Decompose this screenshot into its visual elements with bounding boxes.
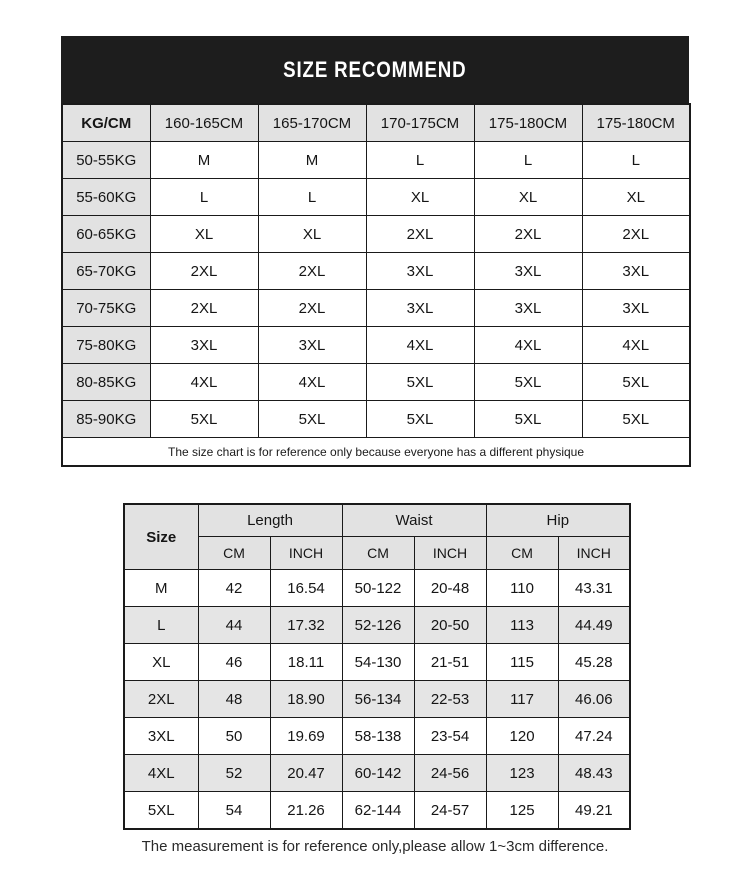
size-cell: XL — [150, 216, 258, 253]
measure-cell: 45.28 — [558, 644, 630, 681]
size-cell: 2XL — [150, 253, 258, 290]
height-header: 160-165CM — [150, 104, 258, 142]
size-cell: 2XL — [366, 216, 474, 253]
measure-row — [124, 644, 630, 681]
size-column-header: Size — [124, 504, 198, 570]
size-recommend-title: SIZE RECOMMEND — [283, 56, 467, 82]
size-table-header-row — [62, 104, 690, 142]
size-cell: 4XL — [258, 364, 366, 401]
measure-cell: 21-51 — [414, 644, 486, 681]
measure-cell: 16.54 — [270, 570, 342, 607]
size-table-row — [62, 327, 690, 364]
measure-cell: 54-130 — [342, 644, 414, 681]
hip-group-header: Hip — [486, 504, 630, 537]
measure-row — [124, 607, 630, 644]
measure-cell: 43.31 — [558, 570, 630, 607]
measure-cell: 20-48 — [414, 570, 486, 607]
unit-header: CM — [198, 537, 270, 570]
size-cell: M — [150, 142, 258, 179]
size-table-row — [62, 401, 690, 438]
measure-row — [124, 681, 630, 718]
size-label: M — [124, 570, 198, 607]
measure-cell: 48.43 — [558, 755, 630, 792]
measure-cell: 56-134 — [342, 681, 414, 718]
measure-cell: 20-50 — [414, 607, 486, 644]
measure-cell: 18.11 — [270, 644, 342, 681]
size-cell: 4XL — [582, 327, 690, 364]
measure-cell: 44 — [198, 607, 270, 644]
size-table-row — [62, 253, 690, 290]
measure-cell: 42 — [198, 570, 270, 607]
size-table-row — [62, 179, 690, 216]
measure-cell: 44.49 — [558, 607, 630, 644]
measure-cell: 52 — [198, 755, 270, 792]
measure-cell: 60-142 — [342, 755, 414, 792]
size-table-row — [62, 216, 690, 253]
size-cell: 2XL — [258, 253, 366, 290]
measure-row — [124, 570, 630, 607]
size-recommend-table — [61, 103, 691, 467]
size-cell: XL — [474, 179, 582, 216]
size-cell: 5XL — [582, 401, 690, 438]
size-cell: 4XL — [366, 327, 474, 364]
size-cell: 3XL — [366, 290, 474, 327]
size-cell: XL — [582, 179, 690, 216]
size-cell: 5XL — [366, 364, 474, 401]
size-cell: L — [366, 142, 474, 179]
measure-row — [124, 755, 630, 792]
size-cell: 5XL — [582, 364, 690, 401]
measure-cell: 19.69 — [270, 718, 342, 755]
measure-cell: 62-144 — [342, 792, 414, 830]
length-group-header: Length — [198, 504, 342, 537]
weight-label: 75-80KG — [62, 327, 150, 364]
size-label: 3XL — [124, 718, 198, 755]
size-label: L — [124, 607, 198, 644]
size-label: 2XL — [124, 681, 198, 718]
measure-cell: 120 — [486, 718, 558, 755]
height-header: 175-180CM — [474, 104, 582, 142]
size-label: 5XL — [124, 792, 198, 830]
size-cell: 3XL — [258, 327, 366, 364]
size-recommend-title-bar — [61, 36, 689, 103]
unit-header: INCH — [270, 537, 342, 570]
size-cell: 2XL — [258, 290, 366, 327]
size-cell: L — [150, 179, 258, 216]
measure-cell: 49.21 — [558, 792, 630, 830]
size-cell: XL — [258, 216, 366, 253]
size-table-note: The size chart is for reference only because everyone has a different physique — [62, 438, 690, 467]
measure-cell: 46 — [198, 644, 270, 681]
measure-cell: 24-57 — [414, 792, 486, 830]
measure-group-header-row — [124, 504, 630, 537]
size-cell: 4XL — [150, 364, 258, 401]
unit-header: CM — [342, 537, 414, 570]
weight-label: 60-65KG — [62, 216, 150, 253]
measure-cell: 115 — [486, 644, 558, 681]
height-header: 175-180CM — [582, 104, 690, 142]
weight-label: 85-90KG — [62, 401, 150, 438]
measure-cell: 17.32 — [270, 607, 342, 644]
unit-header: CM — [486, 537, 558, 570]
measure-cell: 58-138 — [342, 718, 414, 755]
measure-cell: 110 — [486, 570, 558, 607]
size-cell: L — [582, 142, 690, 179]
height-header: 170-175CM — [366, 104, 474, 142]
measure-unit-header-row — [124, 537, 630, 570]
weight-label: 65-70KG — [62, 253, 150, 290]
size-cell: 2XL — [582, 216, 690, 253]
size-cell: 4XL — [474, 327, 582, 364]
size-cell: 5XL — [474, 401, 582, 438]
size-recommend-section — [61, 36, 689, 467]
unit-header: INCH — [558, 537, 630, 570]
measure-cell: 117 — [486, 681, 558, 718]
measure-cell: 20.47 — [270, 755, 342, 792]
measure-cell: 18.90 — [270, 681, 342, 718]
weight-label: 80-85KG — [62, 364, 150, 401]
measure-row — [124, 792, 630, 830]
size-cell: 5XL — [150, 401, 258, 438]
size-cell: 2XL — [474, 216, 582, 253]
kg-cm-header: KG/CM — [62, 104, 150, 142]
measure-cell: 24-56 — [414, 755, 486, 792]
measure-cell: 48 — [198, 681, 270, 718]
measure-cell: 52-126 — [342, 607, 414, 644]
size-cell: 3XL — [582, 290, 690, 327]
measure-cell: 125 — [486, 792, 558, 830]
weight-label: 50-55KG — [62, 142, 150, 179]
measure-cell: 113 — [486, 607, 558, 644]
size-table-row — [62, 364, 690, 401]
waist-group-header: Waist — [342, 504, 486, 537]
measure-row — [124, 718, 630, 755]
size-cell: M — [258, 142, 366, 179]
size-cell: 5XL — [258, 401, 366, 438]
size-cell: 3XL — [474, 253, 582, 290]
measure-cell: 22-53 — [414, 681, 486, 718]
measure-cell: 47.24 — [558, 718, 630, 755]
size-label: XL — [124, 644, 198, 681]
measure-cell: 46.06 — [558, 681, 630, 718]
size-cell: 3XL — [582, 253, 690, 290]
size-cell: 5XL — [366, 401, 474, 438]
size-table-row — [62, 142, 690, 179]
size-cell: L — [474, 142, 582, 179]
unit-header: INCH — [414, 537, 486, 570]
measure-cell: 123 — [486, 755, 558, 792]
size-table-row — [62, 290, 690, 327]
height-header: 165-170CM — [258, 104, 366, 142]
measurement-note: The measurement is for reference only,please allow 1~3cm difference. — [141, 838, 609, 855]
measure-cell: 50-122 — [342, 570, 414, 607]
size-cell: 2XL — [150, 290, 258, 327]
size-cell: 3XL — [150, 327, 258, 364]
size-cell: L — [258, 179, 366, 216]
weight-label: 70-75KG — [62, 290, 150, 327]
measurement-table — [123, 503, 631, 830]
measure-cell: 21.26 — [270, 792, 342, 830]
size-label: 4XL — [124, 755, 198, 792]
size-cell: XL — [366, 179, 474, 216]
size-cell: 5XL — [474, 364, 582, 401]
measure-cell: 54 — [198, 792, 270, 830]
measure-cell: 23-54 — [414, 718, 486, 755]
size-cell: 3XL — [366, 253, 474, 290]
size-table-note-row — [62, 438, 690, 467]
measure-cell: 50 — [198, 718, 270, 755]
weight-label: 55-60KG — [62, 179, 150, 216]
size-cell: 3XL — [474, 290, 582, 327]
